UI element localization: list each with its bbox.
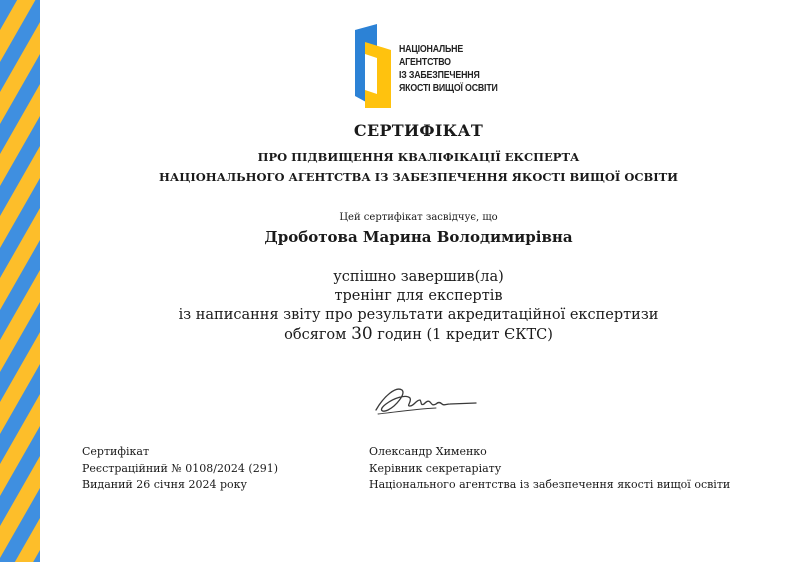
logo-line: ЯКОСТІ ВИЩОЇ ОСВІТИ bbox=[399, 83, 498, 94]
certificate-registration-info bbox=[82, 444, 278, 494]
handwritten-signature bbox=[366, 376, 486, 426]
registration-number: Реєстраційний № 0108/2024 (291) bbox=[82, 461, 279, 475]
logo-line: АГЕНТСТВО bbox=[399, 57, 451, 68]
agency-logo bbox=[351, 24, 521, 110]
logo-line: НАЦІОНАЛЬНЕ bbox=[399, 44, 464, 55]
decorative-stripe-band bbox=[0, 0, 40, 562]
recipient-name: Дроботова Марина Володимирівна bbox=[264, 228, 573, 246]
certificate-label: Сертифікат bbox=[82, 445, 150, 458]
certifies-text: Цей сертифікат засвідчує, що bbox=[339, 212, 498, 223]
stripe-pattern bbox=[0, 0, 40, 562]
hours-prefix: обсягом bbox=[284, 327, 352, 343]
naqa-emblem-icon bbox=[351, 24, 391, 108]
hours-suffix: годин (1 кредит ЄКТС) bbox=[372, 327, 553, 343]
signer-organization: Національного агентства із забезпечення якості вищої освіти bbox=[369, 478, 731, 491]
hours-line bbox=[40, 325, 797, 345]
logo-wordmark bbox=[399, 43, 498, 95]
subtitle-line: ПРО ПІДВИЩЕННЯ КВАЛІФІКАЦІЇ ЕКСПЕРТА bbox=[257, 150, 580, 164]
signer-name: Олександр Хименко bbox=[369, 445, 487, 458]
signer-title: Керівник секретаріату bbox=[369, 461, 502, 475]
certificate-title: СЕРТИФІКАТ bbox=[353, 121, 484, 140]
body-line: тренінг для експертів bbox=[334, 288, 503, 304]
logo-line: ІЗ ЗАБЕЗПЕЧЕННЯ bbox=[399, 70, 480, 81]
subtitle-line: НАЦІОНАЛЬНОГО АГЕНТСТВА ІЗ ЗАБЕЗПЕЧЕННЯ ЯКОСТІ ВИЩОЇ ОСВІТИ bbox=[158, 170, 679, 184]
hours-value: 30 bbox=[351, 324, 373, 344]
body-line: успішно завершив(ла) bbox=[333, 269, 504, 285]
issue-date: Виданий 26 січня 2024 року bbox=[82, 478, 247, 491]
body-line: із написання звіту про результати акредитаційної експертизи bbox=[178, 307, 659, 323]
certificate-subtitle bbox=[40, 147, 797, 187]
signer-info bbox=[369, 444, 730, 494]
certificate-body bbox=[40, 268, 797, 345]
